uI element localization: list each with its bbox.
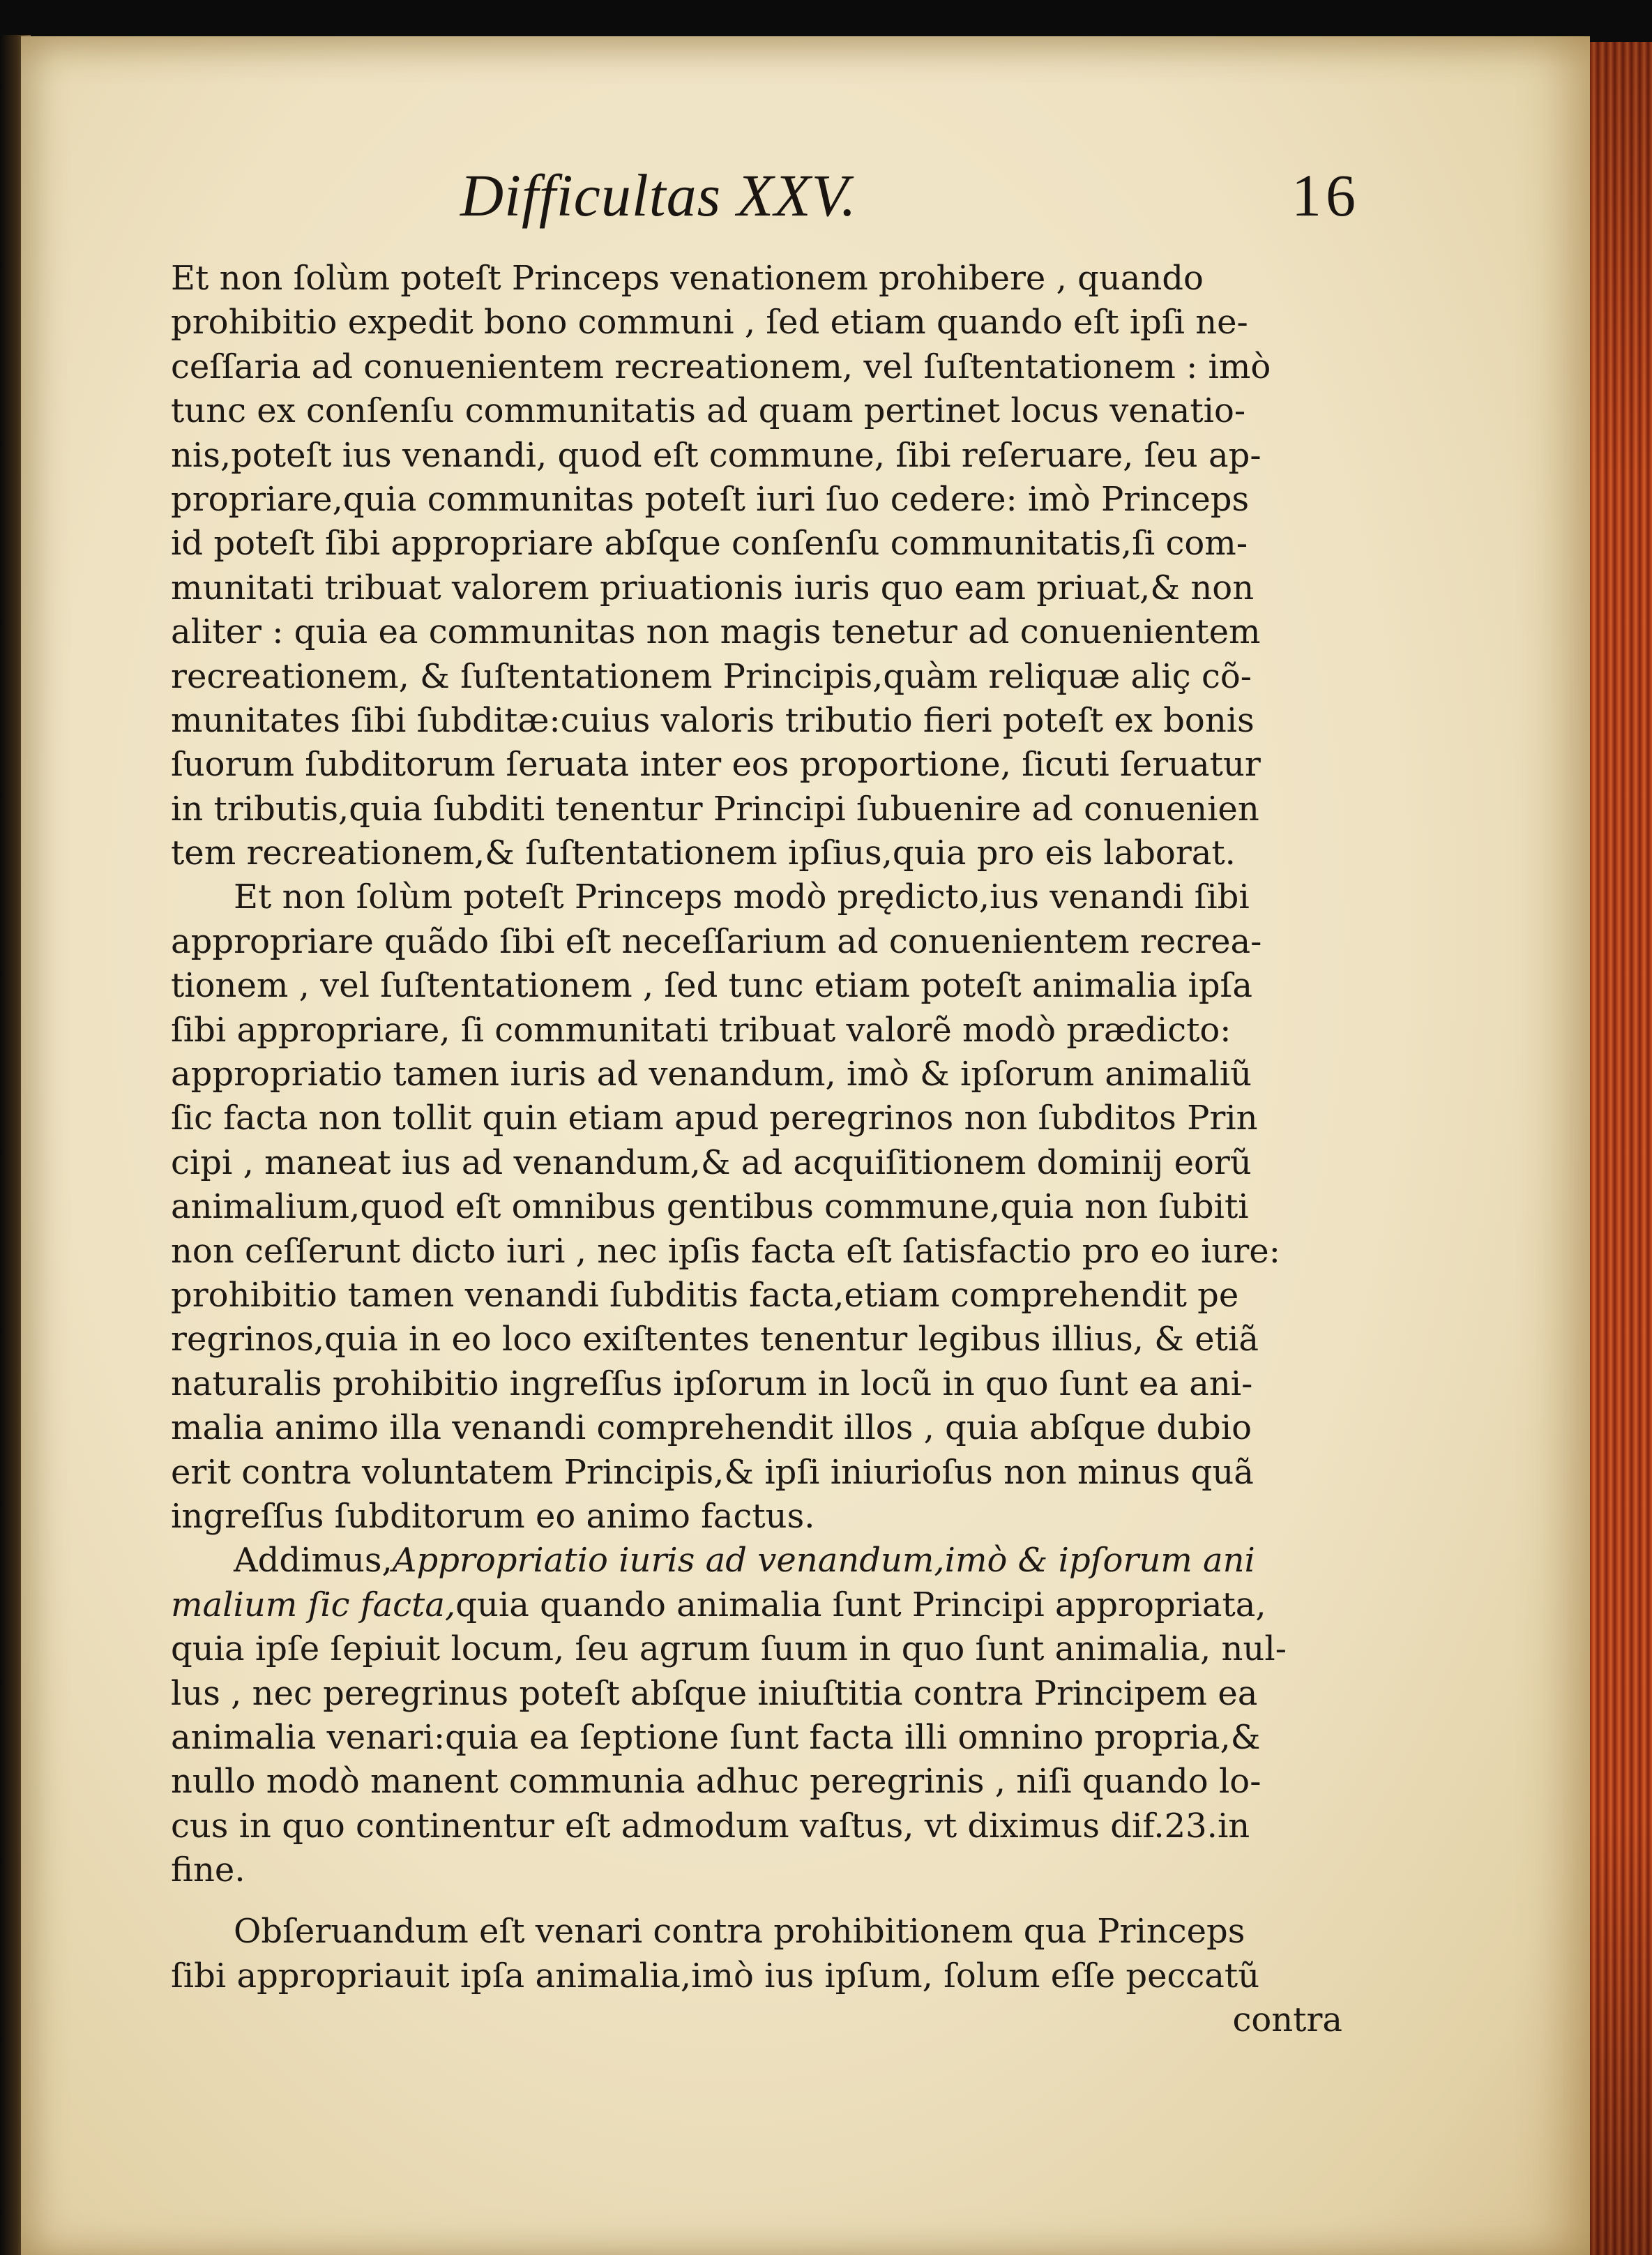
text-line: tunc ex conſenſu communitatis ad quam pertinet locus venatio- [171,391,1246,431]
body-text [171,257,1342,2043]
text-run: Addimus, [234,1541,393,1581]
text-line: tionem , vel ſuſtentationem , ſed tunc etiam poteſt animalia ipſa [171,966,1252,1006]
text-line: recreationem, & ſuſtentationem Principis,quàm reliquæ aliç cõ- [171,656,1252,696]
page-number: 16 [1291,162,1360,229]
text-run: quia quando animalia ſunt Principi appropriata, [455,1585,1266,1624]
text-line: Obſeruandum eſt venari contra prohibitionem qua Princeps [234,1912,1245,1952]
text-line: Et non ſolùm poteſt Princeps modò prędicto,ius venandi ſibi [234,877,1250,917]
text-line: ingreſſus ſubditorum eo animo factus. [171,1496,815,1536]
text-line: munitati tribuat valorem priuationis iuris quo eam priuat,& non [171,568,1255,608]
text-line: malia animo illa venandi comprehendit illos , quia abſque dubio [171,1408,1252,1448]
running-title: Difficultas XXV. [460,162,857,229]
text-line: ceſſaria ad conuenientem recreationem, vel ſuſtentationem : imò [171,347,1271,386]
text-line: non ceſſerunt dicto iuri , nec ipſis facta eſt ſatisfactio pro eo iure: [171,1231,1280,1271]
text-line: id poteſt ſibi appropriare abſque conſenſu communitatis,ſi com- [171,524,1248,564]
text-line: ſic facta non tollit quin etiam apud peregrinos non ſubditos Prin [171,1099,1258,1138]
text-line: aliter : quia ea communitas non magis tenetur ad conuenientem [171,612,1261,652]
text-line: regrinos,quia in eo loco exiſtentes tenentur legibus illius, & etiã [171,1320,1259,1359]
text-line: cipi , maneat ius ad venandum,& ad acquiſitionem dominij eorũ [171,1142,1252,1182]
italic-text-run: malium ſic facta, [171,1585,456,1624]
italic-text-run: Appropriatio iuris ad venandum,imò & ipſorum ani [392,1541,1255,1581]
text-line [171,1583,1342,1627]
text-line: prohibitio tamen venandi ſubditis facta,etiam comprehendit pe [171,1275,1239,1315]
text-line: Et non ſolùm poteſt Princeps venationem prohibere , quando [171,259,1204,298]
text-line: fine. [171,1850,245,1890]
text-line: in tributis,quia ſubditi tenentur Principi ſubuenire ad conuenien [171,789,1259,829]
text-line: naturalis prohibitio ingreſſus ipſorum in locũ in quo ſunt ea ani- [171,1364,1253,1403]
text-line: quia ipſe ſepiuit locum, ſeu agrum ſuum in quo ſunt animalia, nul- [171,1629,1287,1669]
text-line: erit contra voluntatem Principis,& ipſi iniurioſus non minus quã [171,1452,1254,1492]
text-line: nis,poteſt ius venandi, quod eſt commune, ſibi reſeruare, ſeu ap- [171,435,1261,475]
text-line: ſibi appropriare, ſi communitati tribuat valorẽ modò prædicto: [171,1010,1232,1050]
text-line: munitates ſibi ſubditæ:cuius valoris tributio fieri poteſt ex bonis [171,700,1255,740]
text-line: cus in quo continentur eſt admodum vaſtus, vt diximus dif.23.in [171,1806,1250,1846]
text-line: appropriare quãdo ſibi eſt neceſſarium ad conuenientem recrea- [171,921,1262,961]
text-line: nullo modò manent communia adhuc peregrinis , niſi quando lo- [171,1762,1261,1802]
text-line: tem recreationem,& ſuſtentationem ipſius,quia pro eis laborat. [171,834,1236,873]
text-line: propriare,quia communitas poteſt iuri ſuo cedere: imò Princeps [171,479,1250,519]
text-line: prohibitio expedit bono communi , ſed etiam quando eſt ipſi ne- [171,303,1248,342]
page-header [460,160,1360,237]
text-line: lus , nec peregrinus poteſt abſque iniuſtitia contra Principem ea [171,1673,1258,1713]
paragraph-gap [171,1892,1342,1910]
text-line: ſuorum ſubditorum ſeruata inter eos proportione, ſicuti ſeruatur [171,745,1261,785]
fore-edge-shadow [1590,42,1652,2255]
text-line: animalia venari:quia ea ſeptione ſunt facta illi omnino propria,& [171,1717,1261,1757]
text-line: animalium,quod eſt omnibus gentibus commune,quia non ſubiti [171,1187,1249,1227]
text-line: ſibi appropriauit ipſa animalia,imò ius ipſum, ſolum eſſe peccatũ [171,1956,1260,1996]
text-line [171,1539,1342,1583]
catchword: contra [1232,2000,1342,2040]
text-line: appropriatio tamen iuris ad venandum, imò & ipſorum animaliũ [171,1055,1252,1094]
